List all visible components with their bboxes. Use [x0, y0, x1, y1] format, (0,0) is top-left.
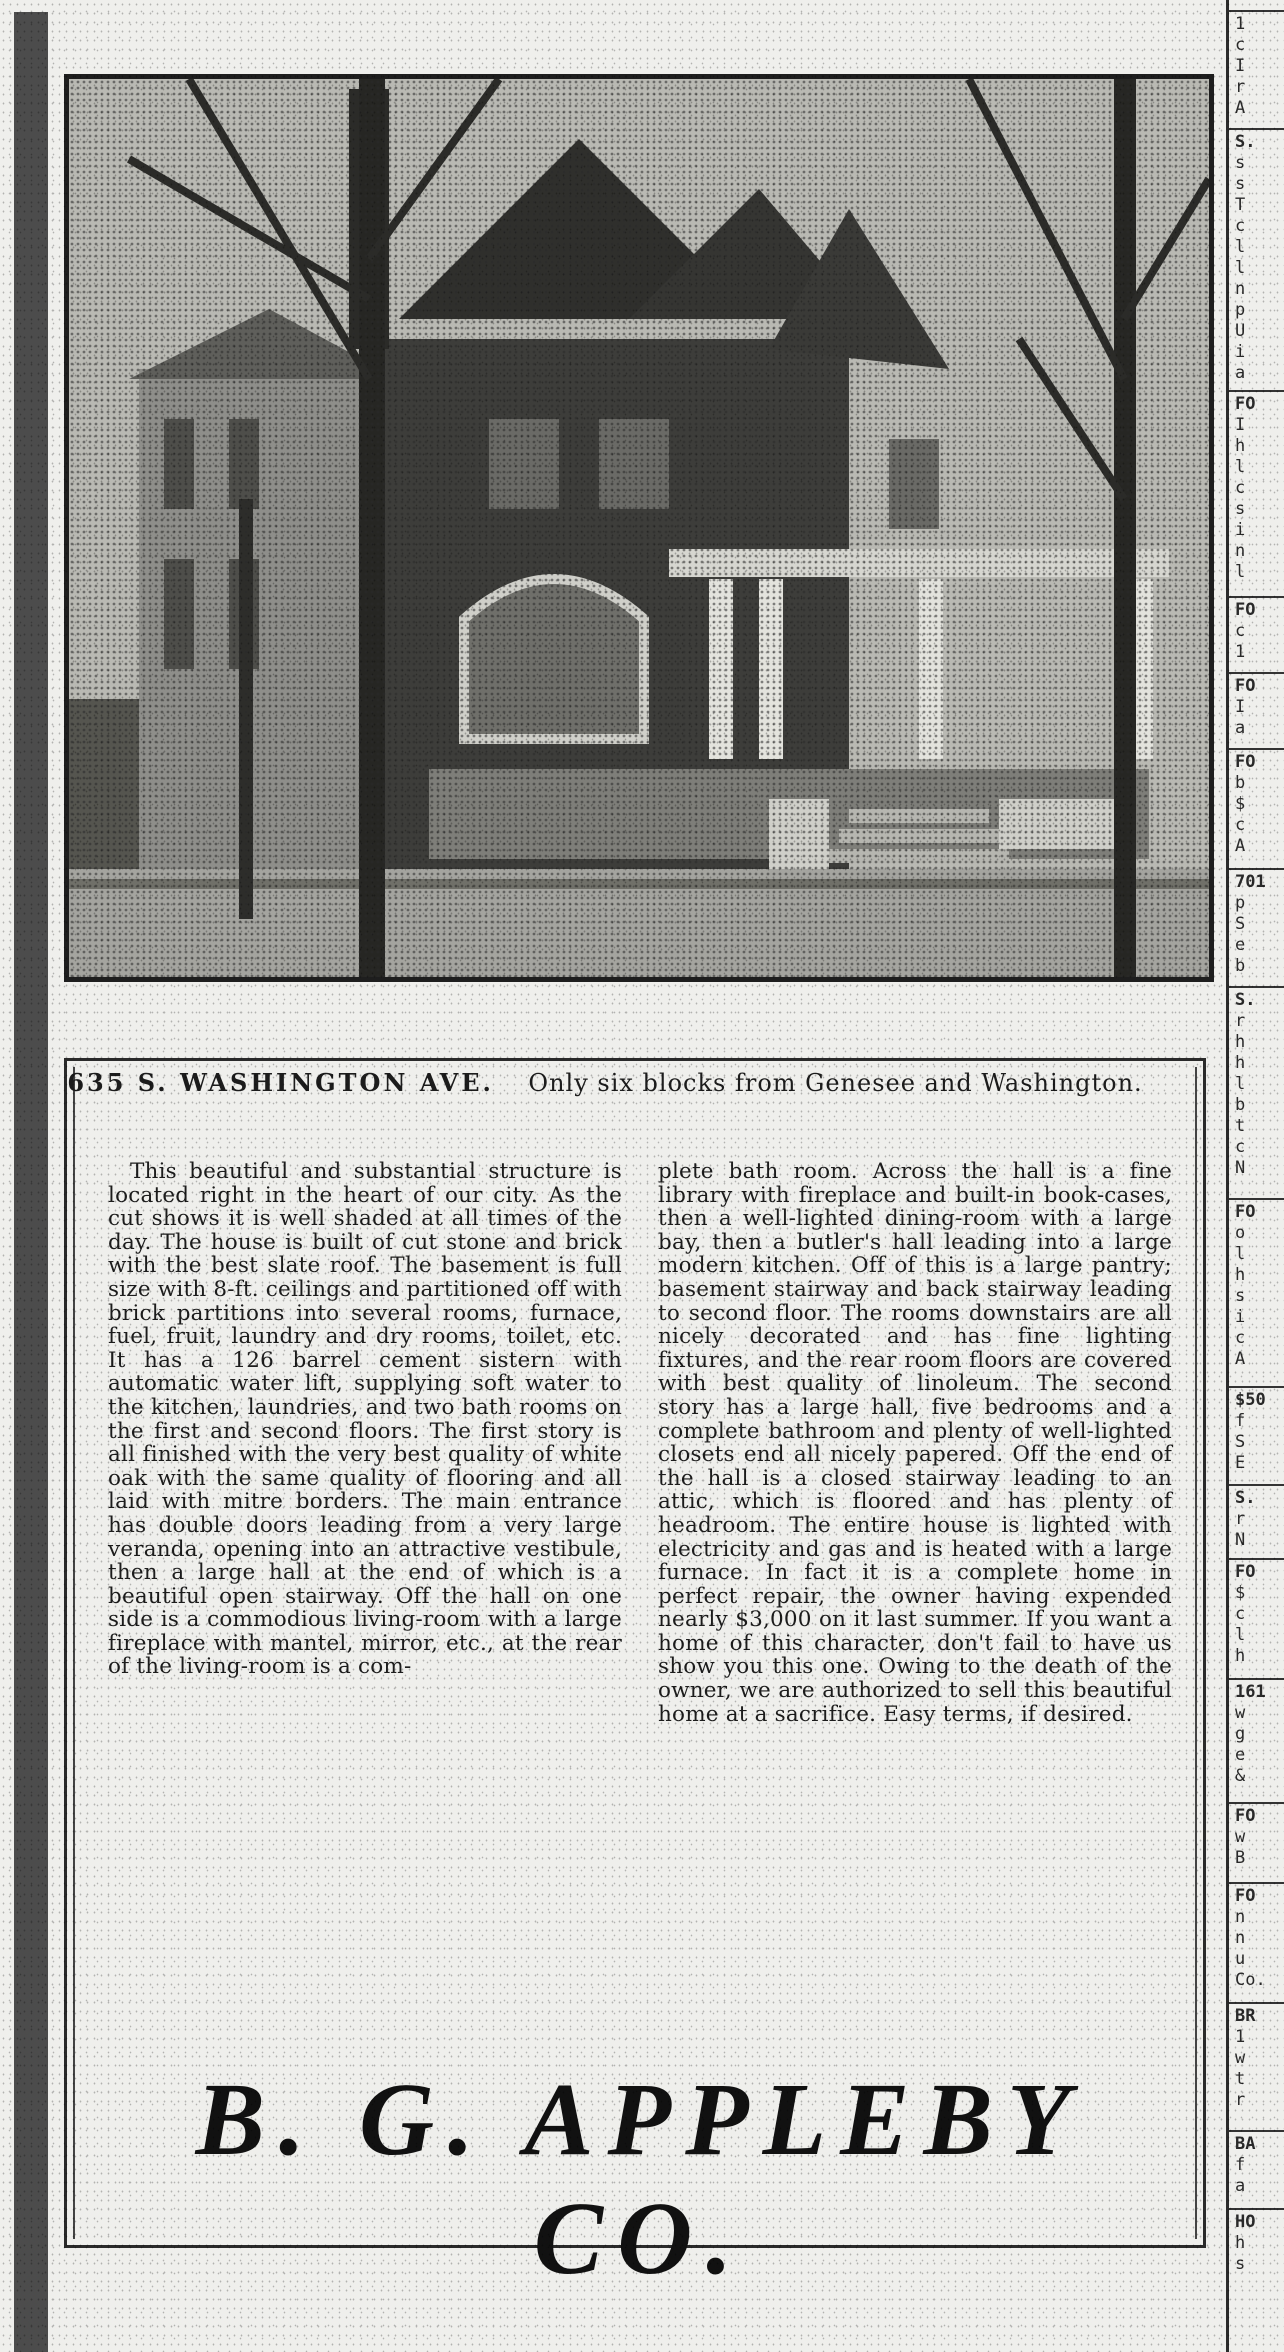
- strip-fragment: N: [1235, 1530, 1246, 1550]
- strip-fragment: c: [1235, 216, 1246, 236]
- strip-fragment: g: [1235, 1724, 1246, 1744]
- ad-column-2: plete bath room. Across the hall is a fine library with fireplace and built-in book-cases, then a well-lighted dining-room with a large bay, then a butler's hall leading into a large modern kitchen. Off of this is a large pantry; basement stairway and back stairway leading to second floor. The rooms downstairs are all nicely decorated and has fine lighting fixtures, and the rear room floors are covered with best quality of linoleum. The second story has a large hall, five bedrooms and a complete bathroom and plenty of well-lighted closets end all nicely papered. Off the end of the hall is a closed stairway leading to an attic, which is floored and has plenty of headroom. The entire house is lighted with electricity and gas and is heated with a large furnace. In fact it is a complete home in perfect repair, the owner having expended nearly $3,000 on it last summer. If you want a home of this character, don't fail to have us show you this one. Owing to the death of the owner, we are authorized to sell this beautiful home at a sacrifice. Easy terms, if desired.: [658, 1159, 1172, 1727]
- strip-fragment: r: [1235, 77, 1246, 97]
- strip-block-1: [1229, 126, 1284, 384]
- strip-fragment: s: [1235, 153, 1246, 173]
- strip-fragment: c: [1235, 621, 1246, 641]
- strip-fragment: 161: [1235, 1682, 1266, 1702]
- strip-rule: [1229, 1882, 1284, 1884]
- strip-fragment: i: [1235, 342, 1246, 362]
- strip-fragment: b: [1235, 773, 1246, 793]
- strip-fragment: FO: [1235, 676, 1256, 696]
- strip-fragment: t: [1235, 2069, 1246, 2089]
- strip-fragment: l: [1235, 1625, 1246, 1645]
- strip-fragment: I: [1235, 56, 1246, 76]
- ad-address: 635 S. WASHINGTON AVE.: [67, 1068, 494, 1097]
- strip-fragment: S.: [1235, 132, 1256, 152]
- strip-rule: [1229, 748, 1284, 750]
- strip-fragment: c: [1235, 478, 1246, 498]
- strip-fragment: w: [1235, 1703, 1246, 1723]
- strip-fragment: S: [1235, 914, 1246, 934]
- strip-fragment: c: [1235, 1137, 1246, 1157]
- strip-rule: [1229, 2208, 1284, 2210]
- strip-block-8: [1229, 1196, 1284, 1370]
- ad-signature: B. G. APPLEBY CO.: [195, 2062, 1085, 2296]
- strip-fragment: h: [1235, 2233, 1246, 2253]
- strip-fragment: c: [1235, 1328, 1246, 1348]
- strip-rule: [1229, 1802, 1284, 1804]
- strip-fragment: HO: [1235, 2212, 1256, 2232]
- strip-block-5: [1229, 746, 1284, 857]
- strip-fragment: S.: [1235, 990, 1256, 1010]
- strip-fragment: 1: [1235, 2027, 1246, 2047]
- strip-fragment: l: [1235, 1074, 1246, 1094]
- strip-fragment: BR: [1235, 2006, 1256, 2026]
- adjacent-column-strip: [1226, 0, 1284, 2352]
- strip-rule: [1229, 390, 1284, 392]
- strip-rule: [1229, 10, 1284, 12]
- strip-fragment: p: [1235, 300, 1246, 320]
- strip-block-14: [1229, 1880, 1284, 1991]
- strip-fragment: n: [1235, 1928, 1246, 1948]
- strip-fragment: h: [1235, 1646, 1246, 1666]
- strip-fragment: n: [1235, 541, 1246, 561]
- strip-fragment: u: [1235, 1949, 1246, 1969]
- strip-fragment: a: [1235, 2176, 1246, 2196]
- strip-fragment: b: [1235, 1095, 1246, 1115]
- strip-fragment: A: [1235, 98, 1246, 118]
- strip-fragment: T: [1235, 195, 1246, 215]
- strip-block-2: [1229, 388, 1284, 583]
- strip-fragment: FO: [1235, 394, 1256, 414]
- strip-fragment: U: [1235, 321, 1246, 341]
- strip-fragment: e: [1235, 935, 1246, 955]
- strip-fragment: I: [1235, 697, 1246, 717]
- strip-fragment: f: [1235, 1411, 1246, 1431]
- strip-rule: [1229, 2130, 1284, 2132]
- strip-fragment: i: [1235, 520, 1246, 540]
- strip-fragment: FO: [1235, 1202, 1256, 1222]
- strip-rule: [1229, 868, 1284, 870]
- strip-fragment: h: [1235, 1265, 1246, 1285]
- strip-fragment: FO: [1235, 1886, 1256, 1906]
- strip-fragment: FO: [1235, 1806, 1256, 1826]
- strip-fragment: $: [1235, 794, 1246, 814]
- strip-fragment: c: [1235, 1604, 1246, 1624]
- strip-rule: [1229, 1198, 1284, 1200]
- ad-tagline: Only six blocks from Genesee and Washington.: [528, 1069, 1143, 1097]
- strip-fragment: n: [1235, 279, 1246, 299]
- strip-block-16: [1229, 2128, 1284, 2197]
- strip-block-15: [1229, 2000, 1284, 2111]
- strip-fragment: FO: [1235, 752, 1256, 772]
- strip-rule: [1229, 128, 1284, 130]
- strip-rule: [1229, 1558, 1284, 1560]
- strip-fragment: h: [1235, 1032, 1246, 1052]
- strip-fragment: p: [1235, 893, 1246, 913]
- strip-rule: [1229, 1484, 1284, 1486]
- strip-fragment: s: [1235, 2254, 1246, 2274]
- house-photo: [64, 74, 1214, 982]
- strip-fragment: h: [1235, 436, 1246, 456]
- strip-fragment: i: [1235, 1307, 1246, 1327]
- strip-fragment: A: [1235, 836, 1246, 856]
- strip-fragment: t: [1235, 1116, 1246, 1136]
- strip-fragment: w: [1235, 2048, 1246, 2068]
- strip-fragment: s: [1235, 174, 1246, 194]
- strip-fragment: N: [1235, 1158, 1246, 1178]
- strip-fragment: l: [1235, 1244, 1246, 1264]
- strip-block-7: [1229, 984, 1284, 1179]
- strip-fragment: BA: [1235, 2134, 1256, 2154]
- strip-block-17: [1229, 2206, 1284, 2275]
- strip-block-4: [1229, 670, 1284, 739]
- strip-fragment: E: [1235, 1453, 1246, 1473]
- strip-fragment: s: [1235, 1286, 1246, 1306]
- strip-fragment: r: [1235, 2090, 1246, 2110]
- strip-fragment: c: [1235, 815, 1246, 835]
- strip-fragment: 1: [1235, 14, 1246, 34]
- strip-fragment: S: [1235, 1432, 1246, 1452]
- strip-fragment: b: [1235, 956, 1246, 976]
- strip-fragment: l: [1235, 237, 1246, 257]
- ad-column-1: This beautiful and substantial structure is located right in the heart of our city. As the cut shows it is well shaded at all times of the day. The house is built of cut stone and brick with the best slate roof. The basement is full size with 8-ft. ceilings and partitioned off with brick partitions into several rooms, furnace, fuel, fruit, laundry and dry rooms, toilet, etc. It has a 126 barrel cement sistern with automatic water lift, supplying soft water to the kitchen, laundries, and two bath rooms on the first and second floors. The first story is all finished with the very best quality of white oak with the same quality of flooring and all laid with mitre borders. The main entrance has double doors leading from a very large veranda, opening into an attractive vestibule, then a large hall at the end of which is a beautiful open stairway. Off the hall on one side is a commodious living-room with a large fireplace with mantel, mirror, etc., at the rear of the living-room is a com-: [108, 1159, 623, 1680]
- strip-fragment: Co.: [1235, 1970, 1266, 1990]
- strip-fragment: c: [1235, 35, 1246, 55]
- strip-fragment: I: [1235, 415, 1246, 435]
- ad-headline: [60, 1064, 1150, 1102]
- strip-block-9: [1229, 1384, 1284, 1474]
- strip-rule: [1229, 1386, 1284, 1388]
- strip-block-13: [1229, 1800, 1284, 1869]
- strip-fragment: FO: [1235, 1562, 1256, 1582]
- strip-fragment: h: [1235, 1053, 1246, 1073]
- strip-fragment: a: [1235, 363, 1246, 383]
- strip-fragment: &: [1235, 1766, 1246, 1786]
- strip-fragment: $: [1235, 1583, 1246, 1603]
- strip-block-3: [1229, 594, 1284, 663]
- strip-fragment: r: [1235, 1509, 1246, 1529]
- strip-fragment: l: [1235, 457, 1246, 477]
- strip-block-12: [1229, 1676, 1284, 1787]
- strip-rule: [1229, 672, 1284, 674]
- strip-fragment: B: [1235, 1848, 1246, 1868]
- strip-fragment: a: [1235, 718, 1246, 738]
- strip-fragment: A: [1235, 1349, 1246, 1369]
- strip-rule: [1229, 2002, 1284, 2004]
- strip-rule: [1229, 596, 1284, 598]
- strip-block-10: [1229, 1482, 1284, 1551]
- strip-fragment: FO: [1235, 600, 1256, 620]
- strip-fragment: e: [1235, 1745, 1246, 1765]
- ad-body: [108, 1160, 1172, 2040]
- strip-fragment: o: [1235, 1223, 1246, 1243]
- strip-fragment: r: [1235, 1011, 1246, 1031]
- strip-fragment: $50: [1235, 1390, 1266, 1410]
- strip-fragment: S.: [1235, 1488, 1256, 1508]
- strip-rule: [1229, 1678, 1284, 1680]
- strip-fragment: l: [1235, 562, 1246, 582]
- scan-edge: [14, 12, 48, 2352]
- strip-fragment: 1: [1235, 642, 1246, 662]
- strip-rule: [1229, 986, 1284, 988]
- strip-fragment: w: [1235, 1827, 1246, 1847]
- strip-block-6: [1229, 866, 1284, 977]
- strip-block-11: [1229, 1556, 1284, 1667]
- strip-fragment: s: [1235, 499, 1246, 519]
- strip-top: [1229, 8, 1284, 119]
- strip-fragment: f: [1235, 2155, 1246, 2175]
- house-photo-icon: [69, 79, 1209, 977]
- strip-fragment: 701: [1235, 872, 1266, 892]
- strip-fragment: n: [1235, 1907, 1246, 1927]
- strip-fragment: l: [1235, 258, 1246, 278]
